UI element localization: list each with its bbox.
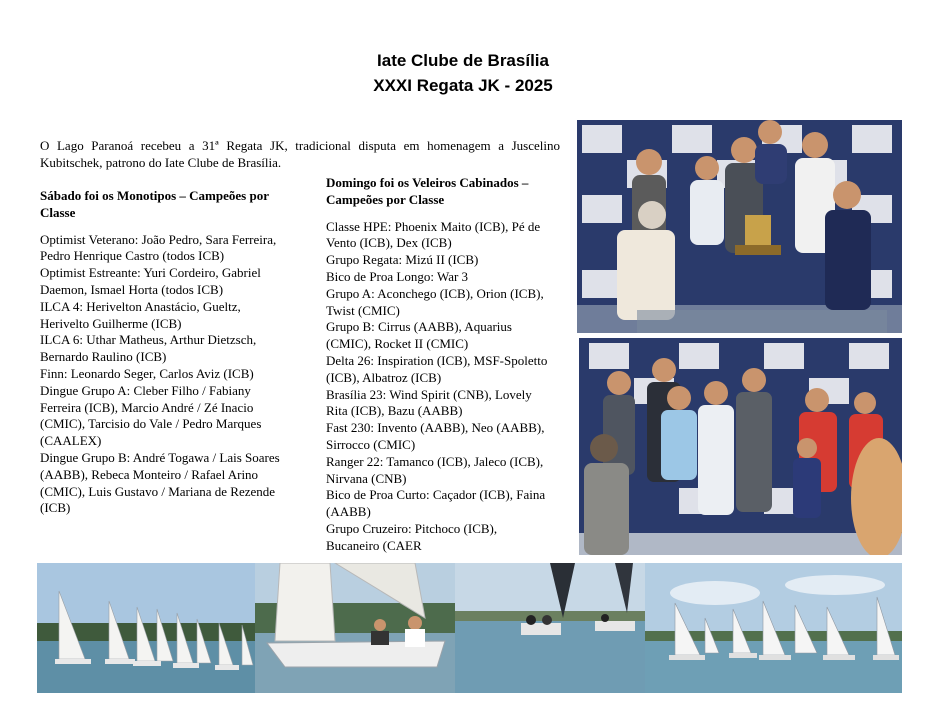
saturday-result-line: (CAALEX) — [40, 433, 102, 449]
saturday-results — [40, 188, 302, 517]
sunday-result-line: Bico de Proa Longo: War 3 — [326, 268, 469, 284]
sunday-result-line: Grupo B: Cirrus (AABB), Aquarius — [326, 319, 512, 335]
sunday-result-line: Brasília 23: Wind Spirit (CNB), Lovely — [326, 386, 532, 402]
sunday-result-line: Sirrocco (CMIC) — [326, 436, 416, 452]
saturday-result-line: ILCA 6: Uthar Matheus, Arthur Dietzsch, — [40, 332, 257, 348]
saturday-result-line: ILCA 4: Herivelton Anastácio, Gueltz, — [40, 298, 241, 314]
saturday-result-line: Optimist Estreante: Yuri Cordeiro, Gabriel — [40, 265, 261, 281]
sunday-result-line: Ranger 22: Tamanco (ICB), Jaleco (ICB), — [326, 453, 544, 469]
award-ceremony-photo — [577, 120, 902, 333]
winners-group-photo — [579, 338, 902, 555]
sunday-result-line: Grupo Cruzeiro: Pitchoco (ICB), — [326, 520, 498, 536]
sunday-result-line: Vento (ICB), Dex (ICB) — [326, 235, 452, 251]
sunday-results-list — [326, 219, 560, 555]
saturday-result-line: (CMIC), Tarcisio do Vale / Pedro Marques — [40, 416, 262, 432]
sunday-result-line: Rita (ICB), Bazu (AABB) — [326, 403, 463, 419]
sunday-result-line: Classe HPE: Phoenix Maito (ICB), Pé de — [326, 218, 541, 234]
saturday-result-line: Finn: Leonardo Seger, Carlos Aviz (ICB) — [40, 365, 254, 381]
saturday-result-line: Ferreira (ICB), Marcio André / Zé Inacio — [40, 399, 254, 415]
intro-paragraph: O Lago Paranoá recebeu a 31ª Regata JK, tradicional disputa em homenagem a Juscelino Kubitschek, patrono do Iate Clube de Brasília. — [40, 138, 560, 170]
page-subtitle: XXXI Regata JK - 2025 — [373, 76, 553, 95]
sunday-result-line: Nirvana (CNB) — [326, 470, 407, 486]
sunday-result-line: Delta 26: Inspiration (ICB), MSF-Spoletto — [326, 352, 548, 368]
sunday-results — [326, 175, 560, 555]
sunday-result-line: Twist (CMIC) — [326, 302, 400, 318]
sunday-result-line: Fast 230: Invento (AABB), Neo (AABB), — [326, 420, 545, 436]
saturday-result-line: (AABB), Rebeca Monteiro / Rafael Arino — [40, 466, 259, 482]
sunday-result-line: Bico de Proa Curto: Caçador (ICB), Faina — [326, 487, 546, 503]
saturday-heading: Sábado foi os Monotipos – Campeões por Classe — [40, 188, 269, 220]
saturday-result-line: Bernardo Raulino (ICB) — [40, 349, 167, 365]
dinghy-fleet-photo — [37, 563, 255, 693]
racing-boats-photo — [455, 563, 645, 693]
saturday-result-line: Dingue Grupo A: Cleber Filho / Fabiany — [40, 382, 251, 398]
sunday-result-line: (AABB) — [326, 504, 371, 520]
saturday-result-line: (CMIC), Luis Gustavo / Mariana de Rezende — [40, 483, 276, 499]
saturday-result-line: Daemon, Ismael Horta (todos ICB) — [40, 281, 224, 297]
sunday-result-line: Grupo Regata: Mizú II (ICB) — [326, 252, 479, 268]
keelboat-photo — [255, 563, 455, 693]
sunday-result-line: (CMIC), Rocket II (CMIC) — [326, 336, 469, 352]
sunday-result-line: (ICB), Albatroz (ICB) — [326, 369, 442, 385]
page-title: Iate Clube de Brasília — [377, 51, 549, 70]
saturday-result-line: (ICB) — [40, 500, 71, 516]
saturday-result-line: Optimist Veterano: João Pedro, Sara Ferreira, — [40, 231, 277, 247]
sunday-heading: Domingo foi os Veleiros Cabinados – Campeões por Classe — [326, 175, 529, 207]
saturday-results-list — [40, 232, 302, 518]
saturday-result-line: Herivelto Guilherme (ICB) — [40, 315, 182, 331]
optimist-fleet-photo — [645, 563, 902, 693]
sunday-result-line: Bucaneiro (CAER — [326, 537, 422, 553]
saturday-result-line: Dingue Grupo B: André Togawa / Lais Soares — [40, 449, 280, 465]
saturday-result-line: Pedro Henrique Castro (todos ICB) — [40, 248, 225, 264]
sunday-result-line: Grupo A: Aconchego (ICB), Orion (ICB), — [326, 285, 544, 301]
